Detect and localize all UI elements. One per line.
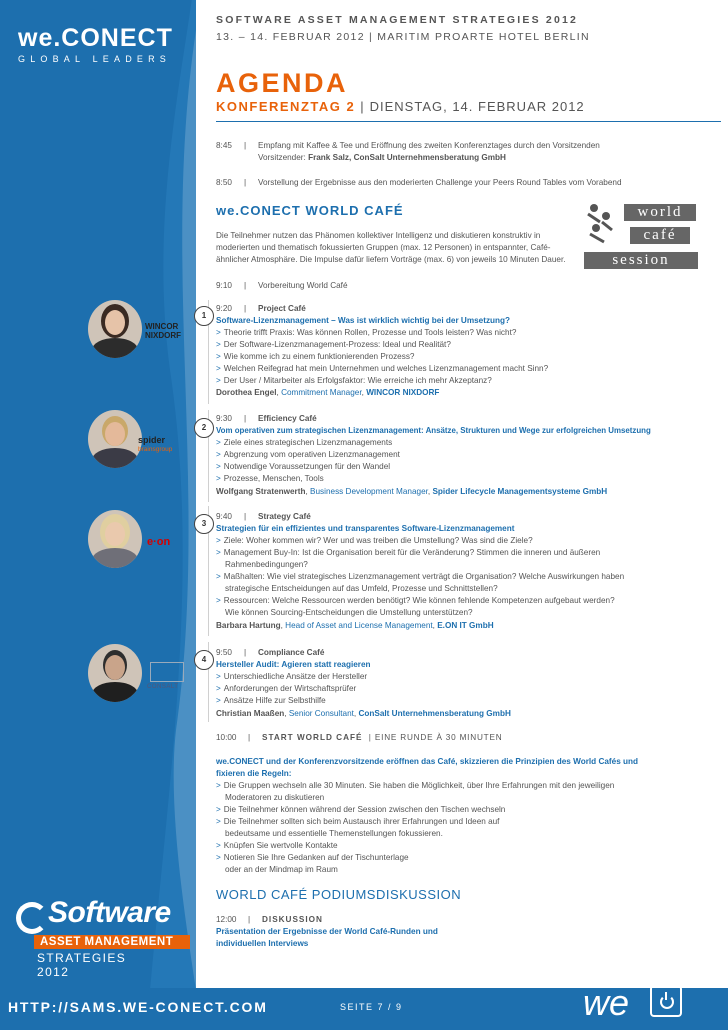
item-time: 10:00 (216, 733, 237, 742)
speaker-company: WINCOR NIXDORF (366, 388, 440, 397)
rule-bullet-cont: bedeutsame und essentielle Themenstellungen fokussieren. (225, 829, 443, 838)
world-cafe-desc-1: Die Teilnehmer nutzen das Phänomen kollektiver Intelligenz und diskutieren konstruktiv in (216, 231, 541, 240)
photo-face (105, 522, 125, 546)
software-logo-bar: ASSET MANAGEMENT (34, 935, 190, 949)
chair-line (258, 152, 506, 164)
item-time: 9:10 (216, 281, 232, 290)
logo-consalt-icon (150, 662, 184, 682)
speaker-photo-stratenwerth (88, 410, 142, 468)
item-separator: | (248, 733, 251, 742)
weconect-logo-sub: GLOBAL LEADERS (18, 54, 172, 64)
header-rule (216, 121, 721, 122)
speaker-role: Head of Asset and License Management (285, 621, 433, 630)
cafe-2-headline: Vom operativen zum strategischen Lizenzmanagement: Ansätze, Strukturen und Wege zur erfolgreichen Umsetzung (216, 426, 651, 435)
item-separator: | (244, 178, 247, 187)
bullet-text: Theorie trifft Praxis: Was können Rollen, Prozesse und Tools leisten? Was nicht? (223, 328, 517, 337)
cafe-4-bullet: > Anforderungen der Wirtschaftsprüfer (216, 684, 357, 693)
bullet-text: Knüpfen Sie wertvolle Kontakte (223, 841, 338, 850)
photo-face (105, 655, 125, 680)
cafe-1-speaker: Dorothea Engel, Commitment Manager, WINCOR NIXDORF (216, 388, 440, 397)
podium-label: DISKUSSION (262, 915, 323, 924)
software-logo-year: STRATEGIES 2012 (37, 951, 127, 979)
cafe-1-headline: Software-Lizenzmanagement – Was ist wirklich wichtig bei der Umsetzung? (216, 316, 511, 325)
cafe-1-bullet: > Der User / Mitarbeiter als Erfolgsfaktor: Wie erreiche ich mehr Akzeptanz? (216, 376, 492, 385)
speaker-role: Senior Consultant (288, 709, 354, 718)
item-time: 9:40 (216, 512, 232, 521)
rule-bullet: > Die Teilnehmer sollten sich beim Austausch ihrer Erfahrungen und Ideen auf (216, 817, 500, 826)
cafe-1-header (216, 303, 306, 315)
item-time: 8:45 (216, 141, 232, 150)
day-label: KONFERENZTAG 2 (216, 99, 356, 114)
bullet-text: Ziele eines strategischen Lizenzmanagements (223, 438, 393, 447)
bullet-text: Abgrenzung vom operativen Lizenzmanagement (223, 450, 400, 459)
podium-title: WORLD CAFÉ PODIUMSDISKUSSION (216, 887, 462, 902)
podium-desc-2: individuellen Interviews (216, 939, 309, 948)
day-separator: | (360, 99, 365, 114)
cafe-3-headline: Strategien für ein effizientes und transparentes Software-Lizenzmanagement (216, 524, 515, 533)
item-time: 8:50 (216, 178, 232, 187)
cafe-2-bullet: > Prozesse, Menschen, Tools (216, 474, 324, 483)
podium-header (216, 914, 323, 926)
rule-bullet-cont: oder an der Mindmap im Raum (225, 865, 338, 874)
item-separator: | (244, 304, 247, 313)
logo-spider (138, 436, 172, 454)
event-title: SOFTWARE ASSET MANAGEMENT STRATEGIES 2012 (216, 14, 579, 26)
cafe-2-bullet: > Notwendige Voraussetzungen für den Wandel (216, 462, 391, 471)
people-splash-icon (584, 200, 618, 246)
footer-url-link[interactable]: HTTP://SAMS.WE-CONECT.COM (8, 999, 268, 1015)
item-text: Vorbereitung World Café (258, 281, 348, 290)
cafe-2-header (216, 413, 317, 425)
cafe-1-badge: 1 (194, 306, 214, 326)
speaker-name: Christian Maaßen (216, 709, 285, 718)
bullet-text: Der User / Mitarbeiter als Erfolgsfaktor: Wie erreiche ich mehr Akzeptanz? (223, 376, 492, 385)
rule-bullet-cont: Moderatoren zu diskutieren (225, 793, 325, 802)
bullet-text: Unterschiedliche Ansätze der Hersteller (223, 672, 368, 681)
weconect-logo-main: we.CONECT (18, 24, 173, 52)
logo-word-cafe: café (630, 227, 690, 244)
cafe-3-badge: 3 (194, 514, 214, 534)
world-cafe-session-logo (584, 196, 698, 276)
speaker-company: E.ON IT GmbH (437, 621, 494, 630)
chair-label: Vorsitzender: (258, 153, 309, 162)
rule-bullet: > Die Gruppen wechseln alle 30 Minuten. Sie haben die Möglichkeit, über Ihre Erfahrungen mit den jeweiligen (216, 781, 615, 790)
bullet-text: Notieren Sie Ihre Gedanken auf der Tischunterlage (223, 853, 409, 862)
software-logo-big: Software (48, 896, 171, 929)
cafe-3-bullet: > Ziele: Woher kommen wir? Wer und was treiben die Umstellung? Was sind die Ziele? (216, 536, 533, 545)
cafe-3-speaker: Barbara Hartung, Head of Asset and License Management, E.ON IT GmbH (216, 621, 494, 630)
item-separator: | (244, 648, 247, 657)
cafe-4-headline: Hersteller Audit: Agieren statt reagieren (216, 660, 371, 669)
speaker-company: ConSalt Unternehmensberatung GmbH (358, 709, 511, 718)
cafe-2-badge: 2 (194, 418, 214, 438)
we-it-logo-text: we (583, 982, 630, 1023)
speaker-photo-engel (88, 300, 142, 358)
cafe-4-bullet: > Ansätze Hilfe zur Selbsthilfe (216, 696, 326, 705)
sidebar-wave-decoration (0, 0, 196, 990)
cafe-2-speaker: Wolfgang Stratenwerth, Business Development Manager, Spider Lifecycle Managementsysteme GmbH (216, 487, 608, 496)
cafe-3-bullet-cont: Wie können Sourcing-Entscheidungen die Umstellung unterstützen? (225, 608, 473, 617)
cafe-name: Strategy Café (258, 512, 311, 521)
photo-body (92, 448, 138, 468)
cafe-3-bullet: > Ressourcen: Welche Ressourcen werden benötigt? Wie können fehlende Kompetenzen aufgebaut werden? (216, 596, 615, 605)
speaker-name: Dorothea Engel (216, 388, 277, 397)
item-text: Empfang mit Kaffee & Tee und Eröffnung des zweiten Konferenztages durch den Vorsitzenden (258, 141, 600, 150)
photo-face (105, 422, 125, 446)
bullet-text: Ziele: Woher kommen wir? Wer und was treiben die Umstellung? Was sind die Ziele? (223, 536, 533, 545)
cafe-2-bullet: > Ziele eines strategischen Lizenzmanagements (216, 438, 393, 447)
logo-line: NIXDORF (145, 331, 181, 340)
rule-bullet: > Notieren Sie Ihre Gedanken auf der Tischunterlage (216, 853, 409, 862)
cafe-3-bullet-cont: strategische Entscheidungen auf das Umfeld, Prozesse und Schnittstellen? (225, 584, 498, 593)
rule-bullet: > Knüpfen Sie wertvolle Kontakte (216, 841, 338, 850)
photo-body (92, 338, 138, 358)
bullet-text: Ressourcen: Welche Ressourcen werden benötigt? Wie können fehlende Kompetenzen aufgebaut werden? (223, 596, 615, 605)
cafe-name: Efficiency Café (258, 414, 317, 423)
cafe-name: Compliance Café (258, 648, 325, 657)
item-separator: | (248, 915, 251, 924)
start-cafe-intro-1: we.CONECT und der Konferenzvorsitzende eröffnen das Café, skizzieren die Prinzipien des World Cafés und (216, 757, 639, 766)
logo-line: WINCOR (145, 322, 179, 331)
cafe-1-bullet: > Wie komme ich zu einem funktionierenden Prozess? (216, 352, 415, 361)
agenda-item-0845 (216, 140, 600, 152)
bullet-text: Die Gruppen wechseln alle 30 Minuten. Sie haben die Möglichkeit, über Ihre Erfahrungen mit den jeweiligen (223, 781, 615, 790)
it-logo-text: IT (692, 972, 702, 984)
bullet-text: Ansätze Hilfe zur Selbsthilfe (223, 696, 326, 705)
cafe-4-header (216, 647, 324, 659)
item-separator: | (368, 733, 371, 742)
bullet-text: Maßhalten: Wie viel strategisches Lizenzmanagement verträgt die Organisation? Welche Auswirkungen haben (223, 572, 625, 581)
logo-consalt: CONSALT (147, 684, 179, 690)
item-time: 9:50 (216, 648, 232, 657)
logo-wincor-nixdorf (145, 322, 181, 340)
bullet-text: Welchen Reifegrad hat mein Unternehmen und welches Lizenzmanagement macht Sinn? (223, 364, 549, 373)
bullet-text: Prozesse, Menschen, Tools (223, 474, 324, 483)
bullet-text: Die Teilnehmer können während der Session zwischen den Tischen wechseln (223, 805, 506, 814)
rule-bullet: > Die Teilnehmer können während der Session zwischen den Tischen wechseln (216, 805, 506, 814)
item-separator: | (244, 141, 247, 150)
speaker-photo-maassen (88, 644, 142, 702)
speaker-name: Wolfgang Stratenwerth (216, 487, 306, 496)
cafe-1-bullet: > Der Software-Lizenzmanagement-Prozess: Ideal und Realität? (216, 340, 451, 349)
weconect-logo[interactable] (18, 24, 173, 64)
photo-body (92, 682, 138, 702)
podium-desc-1: Präsentation der Ergebnisse der World Café-Runden und (216, 927, 438, 936)
item-text: Vorstellung der Ergebnisse aus den moderierten Challenge your Peers Round Tables vom Vorabend (258, 178, 622, 187)
logo-word-session: session (584, 252, 698, 269)
footer (0, 972, 728, 1030)
photo-face (105, 310, 125, 335)
logo-ring-icon (16, 902, 48, 934)
item-separator: | (244, 414, 247, 423)
start-cafe-header (216, 732, 502, 744)
speaker-company: Spider Lifecycle Managementsysteme GmbH (432, 487, 608, 496)
bullet-text: Notwendige Voraussetzungen für den Wandel (223, 462, 391, 471)
start-cafe-note: EINE RUNDE À 30 MINUTEN (374, 733, 503, 742)
event-subtitle: 13. – 14. FEBRUAR 2012 | MARITIM PROARTE HOTEL BERLIN (216, 31, 590, 43)
world-cafe-desc-3: ähnlicher Atmosphäre. Die Impulse dafür liefern Vorträge (max. 6) von jeweils 10 Minuten Dauer. (216, 255, 566, 264)
logo-word-world: world (624, 204, 696, 221)
photo-body (92, 548, 138, 568)
logo-eon: e·on (147, 536, 171, 548)
cafe-4-bullet: > Unterschiedliche Ansätze der Hersteller (216, 672, 368, 681)
cafe-3-header (216, 511, 311, 523)
cafe-4-badge: 4 (194, 650, 214, 670)
item-time: 9:20 (216, 304, 232, 313)
agenda-item-0850 (216, 177, 622, 189)
agenda-item-0910 (216, 280, 348, 292)
speaker-role: Business Development Manager (310, 487, 428, 496)
bullet-text: Management Buy-In: Ist die Organisation bereit für die Veränderung? Stimmen die inneren und äußeren (223, 548, 601, 557)
world-cafe-desc-2: moderierten und thematisch fokussierten Gruppen (max. 12 Personen) in entspannter, Café- (216, 243, 551, 252)
start-cafe-intro-2: fixieren die Regeln: (216, 769, 292, 778)
speaker-name: Barbara Hartung (216, 621, 281, 630)
world-cafe-title: we.CONECT WORLD CAFÉ (216, 203, 404, 218)
speaker-photo-hartung (88, 510, 142, 568)
cafe-3-bullet: > Maßhalten: Wie viel strategisches Lizenzmanagement verträgt die Organisation? Welche Auswirkungen haben (216, 572, 625, 581)
conference-day (216, 99, 585, 114)
bullet-text: Anforderungen der Wirtschaftsprüfer (223, 684, 357, 693)
cafe-4-speaker: Christian Maaßen, Senior Consultant, ConSalt Unternehmensberatung GmbH (216, 709, 511, 718)
item-separator: | (244, 281, 247, 290)
item-time: 12:00 (216, 915, 237, 924)
day-date: DIENSTAG, 14. FEBRUAR 2012 (369, 99, 585, 114)
bullet-text: Der Software-Lizenzmanagement-Prozess: Ideal und Realität? (223, 340, 451, 349)
item-separator: | (244, 512, 247, 521)
power-icon (650, 985, 682, 1017)
cafe-2-bullet: > Abgrenzung vom operativen Lizenzmanagement (216, 450, 400, 459)
logo-line: brainsgroup (138, 446, 173, 453)
bullet-text: Die Teilnehmer sollten sich beim Austausch ihrer Erfahrungen und Ideen auf (223, 817, 500, 826)
chair-name: Frank Salz, ConSalt Unternehmensberatung GmbH (308, 153, 506, 162)
cafe-name: Project Café (258, 304, 306, 313)
cafe-1-bullet: > Welchen Reifegrad hat mein Unternehmen und welches Lizenzmanagement macht Sinn? (216, 364, 549, 373)
speaker-role: Commitment Manager (281, 388, 362, 397)
logo-line: spider (138, 435, 166, 445)
page-number: SEITE 7 / 9 (340, 1002, 403, 1012)
cafe-3-bullet-cont: Rahmenbedingungen? (225, 560, 308, 569)
cafe-1-bullet: > Theorie trifft Praxis: Was können Rollen, Prozesse und Tools leisten? Was nicht? (216, 328, 517, 337)
cafe-3-bullet: > Management Buy-In: Ist die Organisation bereit für die Veränderung? Stimmen die inneren und äußeren (216, 548, 601, 557)
agenda-heading: AGENDA (216, 68, 349, 98)
start-cafe-label: START WORLD CAFÉ (262, 733, 363, 742)
researched-by: RESEARCHED & DEVELOPED BY (548, 964, 714, 974)
bullet-text: Wie komme ich zu einem funktionierenden Prozess? (223, 352, 415, 361)
item-time: 9:30 (216, 414, 232, 423)
